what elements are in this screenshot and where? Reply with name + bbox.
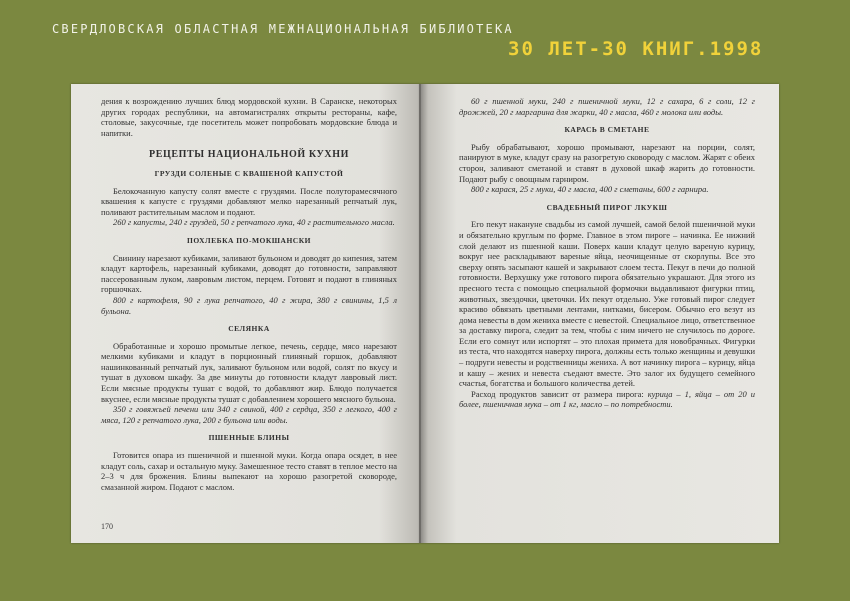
recipe-text: Свинину нарезают кубиками, заливают бульоном и доводят до кипения, затем кладут картофель, нарезанный кубиками, доводят до готовности, заправляют пассерованным луком, лавровым листом, перцем. Готовят и подают в глиняных горшочках.: [101, 252, 397, 295]
library-name: СВЕРДЛОВСКАЯ ОБЛАСТНАЯ МЕЖНАЦИОНАЛЬНАЯ БИБЛИОТЕКА: [52, 22, 514, 36]
continued-ingredients: 60 г пшенной муки, 240 г пшеничной муки, 12 г сахара, 6 г соли, 12 г дрожжей, 20 г маргарина для жарки, 40 г масла, 460 г молока или воды.: [459, 96, 755, 117]
recipe-ingredients: 800 г картофеля, 90 г лука репчатого, 40 г жира, 380 г свинины, 1,5 л бульона.: [101, 294, 397, 316]
recipe-ingredients: 350 г говяжьей печени или 340 г свиной, 400 г сердца, 350 г легкого, 400 г мяса, 120 г репчатого лука, 200 г бульона или воды.: [101, 404, 397, 425]
intro-paragraph: дения к возрождению лучших блюд мордовской кухни. В Саранске, некоторых других городах республики, на автомагистралях открыты рестораны, кафе, столовые, закусочные, где посетитель может попробовать мордовские блюда и напитки.: [101, 96, 397, 138]
recipe-title: СВАДЕБНЫЙ ПИРОГ ЛКУКШ: [546, 202, 668, 212]
recipe-text: Его пекут накануне свадьбы из самой лучшей, самой белой пшеничной муки и обязательно круглым по форме. Главное в этом пироге – начинка. Ее нижний слой делают из пшенной каши. Поверх каши кладут целую вареную курицу, вокруг нее раскладывают вареные яйца, неочищенные от скорлупы. Все это сверху опять засыпают кашей и закрывают слоем теста. Пекут в печи до полной готовности. Верхушку уже готового пирога обязательно украшают. Для этого из пресного теста с помощью специальной формочки выдавливают фигурки птиц, животных, звездочки, цветочки. Их пекут отдельно. Уже готовый пирог следует красиво обвязать цветными лентами, нитками, бисером. Обычно его везут из дома невесты в дом жениха вместе с невестой. Специальное лицо, ответственное за доставку пирога, следит за тем, чтобы с ним ничего не случилось по дороге. Если его сомнут или испортят – это плохая примета для новобрачных. Фигурки из теста, что находятся наверху пирога, должны есть только женщины и девушки – подруги невесты и родственницы жениха. А вот начинку пирога – курицу, яйца и кашу – жених и невеста съедают вместе. Это залог их будущего семейного счастья, богатства и большого количества детей.: [459, 219, 755, 389]
recipe-ingredients: 800 г карася, 25 г муки, 40 г масла, 400 г сметаны, 600 г гарнира.: [471, 184, 709, 195]
recipe-ingredients: 260 г капусты, 240 г груздей, 50 г репчатого лука, 40 г растительного масла.: [113, 217, 395, 228]
note-quantities: курица – 1, яйца – от 20 и более, пшеничная мука – от 1 кг, масло – по потребности.: [459, 388, 756, 410]
recipe-title: КАРАСЬ В СМЕТАНЕ: [564, 125, 650, 135]
right-page: [421, 84, 779, 543]
recipe-text: Белокочанную капусту солят вместе с груздями. После полуторамесячного квашения к капусте с груздями добавляют мелко нарезанный репчатый лук, поливают растительным маслом и подают.: [101, 185, 397, 217]
left-page: [71, 84, 421, 543]
recipe-title: ПШЕННЫЕ БЛИНЫ: [208, 433, 290, 443]
recipe-text: Рыбу обрабатывают, хорошо промывают, нарезают на порции, солят, панируют в муке, кладут сразу на разогретую сковороду с маслом. Жарят с обеих сторон, заливают сметаной и ставят в духовой шкаф жарить до готовности. Подают рыбу с овощным гарниром.: [459, 141, 755, 184]
page-number: 170: [101, 522, 113, 532]
recipe-text: Обработанные и хорошо промытые легкое, печень, сердце, мясо нарезают мелкими кубиками и кладут в порционный глиняный горшок, добавляют нашинкованный репчатый лук, заливают бульоном или водой, солят по вкусу и тушат в духовом шкафу. За две минуты до готовности кладут лавровый лист. Если мясные продукты тушат с водой, то добавляют жир. Блюдо получается вкуснее, если мясные продукты тушат с добавлением хорошего мясного бульона.: [101, 340, 397, 404]
project-title: 30 ЛЕТ-30 КНИГ.1998: [508, 38, 764, 60]
book-spread: [71, 84, 779, 543]
recipe-title: ПОХЛЕБКА ПО-МОКШАНСКИ: [187, 235, 311, 245]
recipe-note: [459, 389, 755, 410]
recipe-title: ГРУЗДИ СОЛЕНЫЕ С КВАШЕНОЙ КАПУСТОЙ: [154, 168, 344, 178]
recipe-title: СЕЛЯНКА: [228, 324, 270, 334]
recipe-text: Готовится опара из пшеничной и пшенной муки. Когда опара осядет, в нее кладут соль, сахар и остальную муку. Замешенное тесто ставят в теплое место на 2–3 ч для брожения. Блины выпекают на хорошо разогретой сковороде, смазанной жиром. Подают с маслом.: [101, 450, 397, 492]
left-page-text: [101, 96, 397, 492]
section-title: РЕЦЕПТЫ НАЦИОНАЛЬНОЙ КУХНИ: [149, 149, 349, 161]
note-lead: Расход продуктов зависит от размера пирога:: [471, 388, 644, 399]
right-page-text: [459, 96, 755, 410]
